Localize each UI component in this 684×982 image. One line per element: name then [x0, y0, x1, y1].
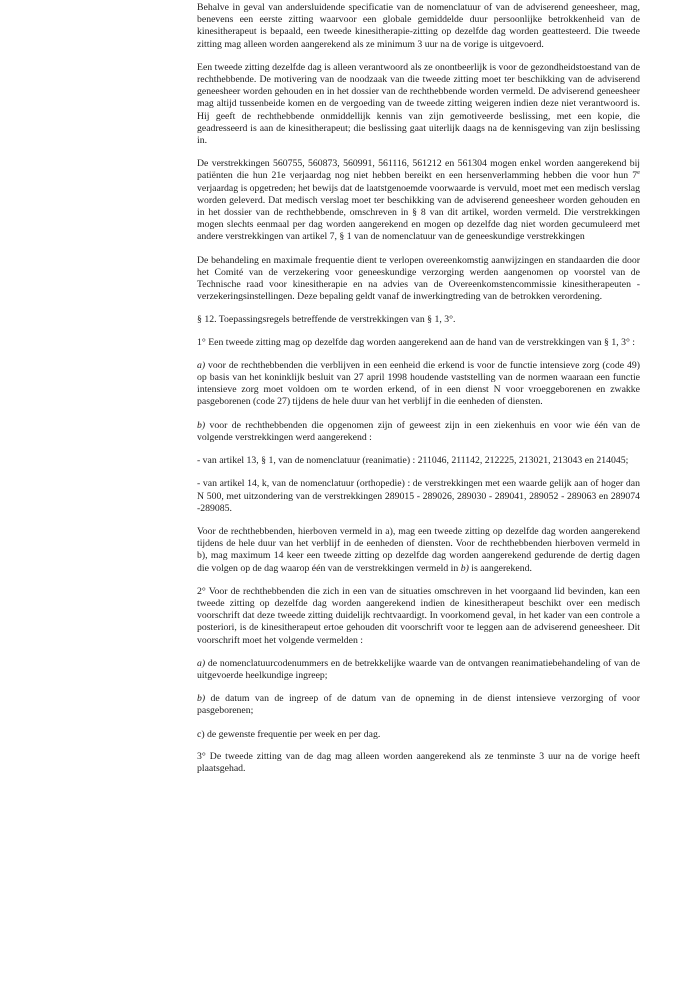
label-a: a) [197, 359, 206, 371]
paragraph-item-1: 1° Een tweede zitting mag op dezelfde dag worden aangerekend aan de hand van de verstrekkingen van § 1, 3° : [197, 336, 635, 348]
section-heading-12: § 12. Toepassingsregels betreffende de verstrekkingen van § 1, 3°. [197, 314, 456, 326]
document-body [197, 2, 640, 786]
label-b: b) [197, 693, 206, 705]
paragraph-prescription-b: b) de datum van de ingreep of de datum van de opneming in de dienst intensieve verzorging of voor pasgeborenen; [197, 693, 640, 717]
paragraph-prescription-c: c) de gewenste frequentie per week en per dag. [197, 728, 381, 740]
label-a: a) [197, 657, 206, 669]
paragraph-justification: Een tweede zitting dezelfde dag is alleen verantwoord als ze onontbeerlijk is voor de gezondheidstoestand van de rechthebbende. De motivering van de noodzaak van die tweede zitting moet ter beschikking van de adviserend geneesheer worden gehouden en in het dossier van de rechthebbende worden vermeld. De adviserend geneesheer mag altijd tussenbeide komen en de vergoeding van de tweede zitting weigeren indien deze niet verantwoord is. Hij geeft de rechthebbende onmiddellijk kennis van zijn gemotiveerde beslissing, met een kopie, die geadresseerd is aan de kinesitherapeut; die beslissing gaat uiterlijk daags na de kennisgeving van zijn beslissing in. [197, 61, 640, 147]
paragraph-article-13: - van artikel 13, § 1, van de nomenclatuur (reanimatie) : 211046, 211142, 212225, 213021, 213043 en 214045; [197, 455, 629, 467]
paragraph-item-2-prescription: 2° Voor de rechthebbenden die zich in een van de situaties omschreven in het voorgaand lid bevinden, kan een tweede zitting op dezelfde dag worden aangerekend indien de kinesitherapeut beschikt over een medisch voorschrift dat deze tweede zitting duidelijk rechtvaardigt. In voorkomend geval, in het kader van een controle a posteriori, is de kinesitherapeut ertoe gehouden dit voorschrift voor te leggen aan de adviserend geneesheer. Dit voorschrift moet het volgende vermelden : [197, 585, 640, 646]
paragraph-item-b-hospital: b) voor de rechthebbenden die opgenomen zijn of geweest zijn in een ziekenhuis en voor wie één van de volgende verstrekkingen werd aangerekend : [197, 419, 640, 443]
paragraph-beneficiaries: Voor de rechthebbenden, hierboven vermeld in a), mag een tweede zitting op dezelfde dag worden aangerekend tijdens de hele duur van het verblijf in de eenheden of diensten. Voor de rechthebbenden hierboven vermeld in b), mag maximum 14 keer een tweede zitting op dezelfde dag worden aangerekend gedurende de dertig dagen die volgen op de dag waarop één van de verstrekkingen vermeld in b) is aangerekend. [197, 525, 640, 574]
paragraph-article-14: - van artikel 14, k, van de nomenclatuur (orthopedie) : de verstrekkingen met een waarde gelijk aan of hoger dan N 500, met uitzondering van de verstrekkingen 289015 - 289026, 289030 - 289041, 289052 - 289063 en 289074 -289085. [197, 478, 640, 514]
paragraph-prescription-a: a) de nomenclatuurcodenummers en de betrekkelijke waarde van de ontvangen reanimatiebehandeling of van de uitgevoerde heelkundige ingreep; [197, 657, 640, 681]
paragraph-item-a-intensive-care: a) voor de rechthebbenden die verblijven in een eenheid die erkend is voor de functie intensieve zorg (code 49) op basis van het koninklijk besluit van 27 april 1998 houdende vaststelling van de normen waaraan een functie intensieve zorg moet voldoen om te worden erkend, of in een dienst N voor vroeggeborenen en zwakke pasgeborenen (code 27) tijdens de hele duur van het verblijf in die eenheden of diensten. [197, 359, 640, 408]
paragraph-item-3: 3° De tweede zitting van de dag mag alleen worden aangerekend als ze tenminste 3 uur na de vorige heeft plaatsgehad. [197, 750, 640, 774]
superscript-e: e [637, 169, 640, 177]
paragraph-frequency: De behandeling en maximale frequentie dient te verlopen overeenkomstig aanwijzingen en standaarden die door het Comité van de verzekering voor geneeskundige verzorging werden aangenomen op voorstel van de Technische raad voor kinesitherapie en na advies van de Overeenkomstencommissie kinesitherapeuten - verzekeringsinstellingen. Deze bepaling geldt vanaf de inwerkingtreding van de betrokken verordening. [197, 254, 640, 303]
paragraph-second-session-rule: Behalve in geval van andersluidende specificatie van de nomenclatuur of van de adviserend geneesheer, mag, benevens een eerste zitting waarvoor een globale gemiddelde duur persoonlijke betrokkenheid van de kinesitherapeut is bepaald, een tweede kinesitherapie-zitting op dezelfde dag worden geattesteerd. Die tweede zitting mag alleen worden aangerekend als ze minimum 3 uur na de vorige is uitgevoerd. [197, 2, 640, 50]
paragraph-cerebral-palsy: De verstrekkingen 560755, 560873, 560991, 561116, 561212 en 561304 mogen enkel worden aangerekend bij patiënten die hun 21e verjaardag nog niet hebben bereikt en een hersenverlamming hebben die voor hun 7e verjaardag is opgetreden; het bewijs dat de laatstgenoemde voorwaarde is vervuld, moet met een medisch verslag worden geleverd. Dat medisch verslag moet ter beschikking van de adviserend geneesheer worden gehouden en in het dossier van de rechthebbende, omschreven in § 8 van dit artikel, worden vermeld. Die verstrekkingen mogen slechts eenmaal per dag worden aangerekend en mogen op dezelfde dag niet worden gecumuleerd met andere verstrekkingen van artikel 7, § 1 van de nomenclatuur van de geneeskundige verstrekkingen [197, 158, 640, 243]
label-b: b) [197, 419, 206, 431]
